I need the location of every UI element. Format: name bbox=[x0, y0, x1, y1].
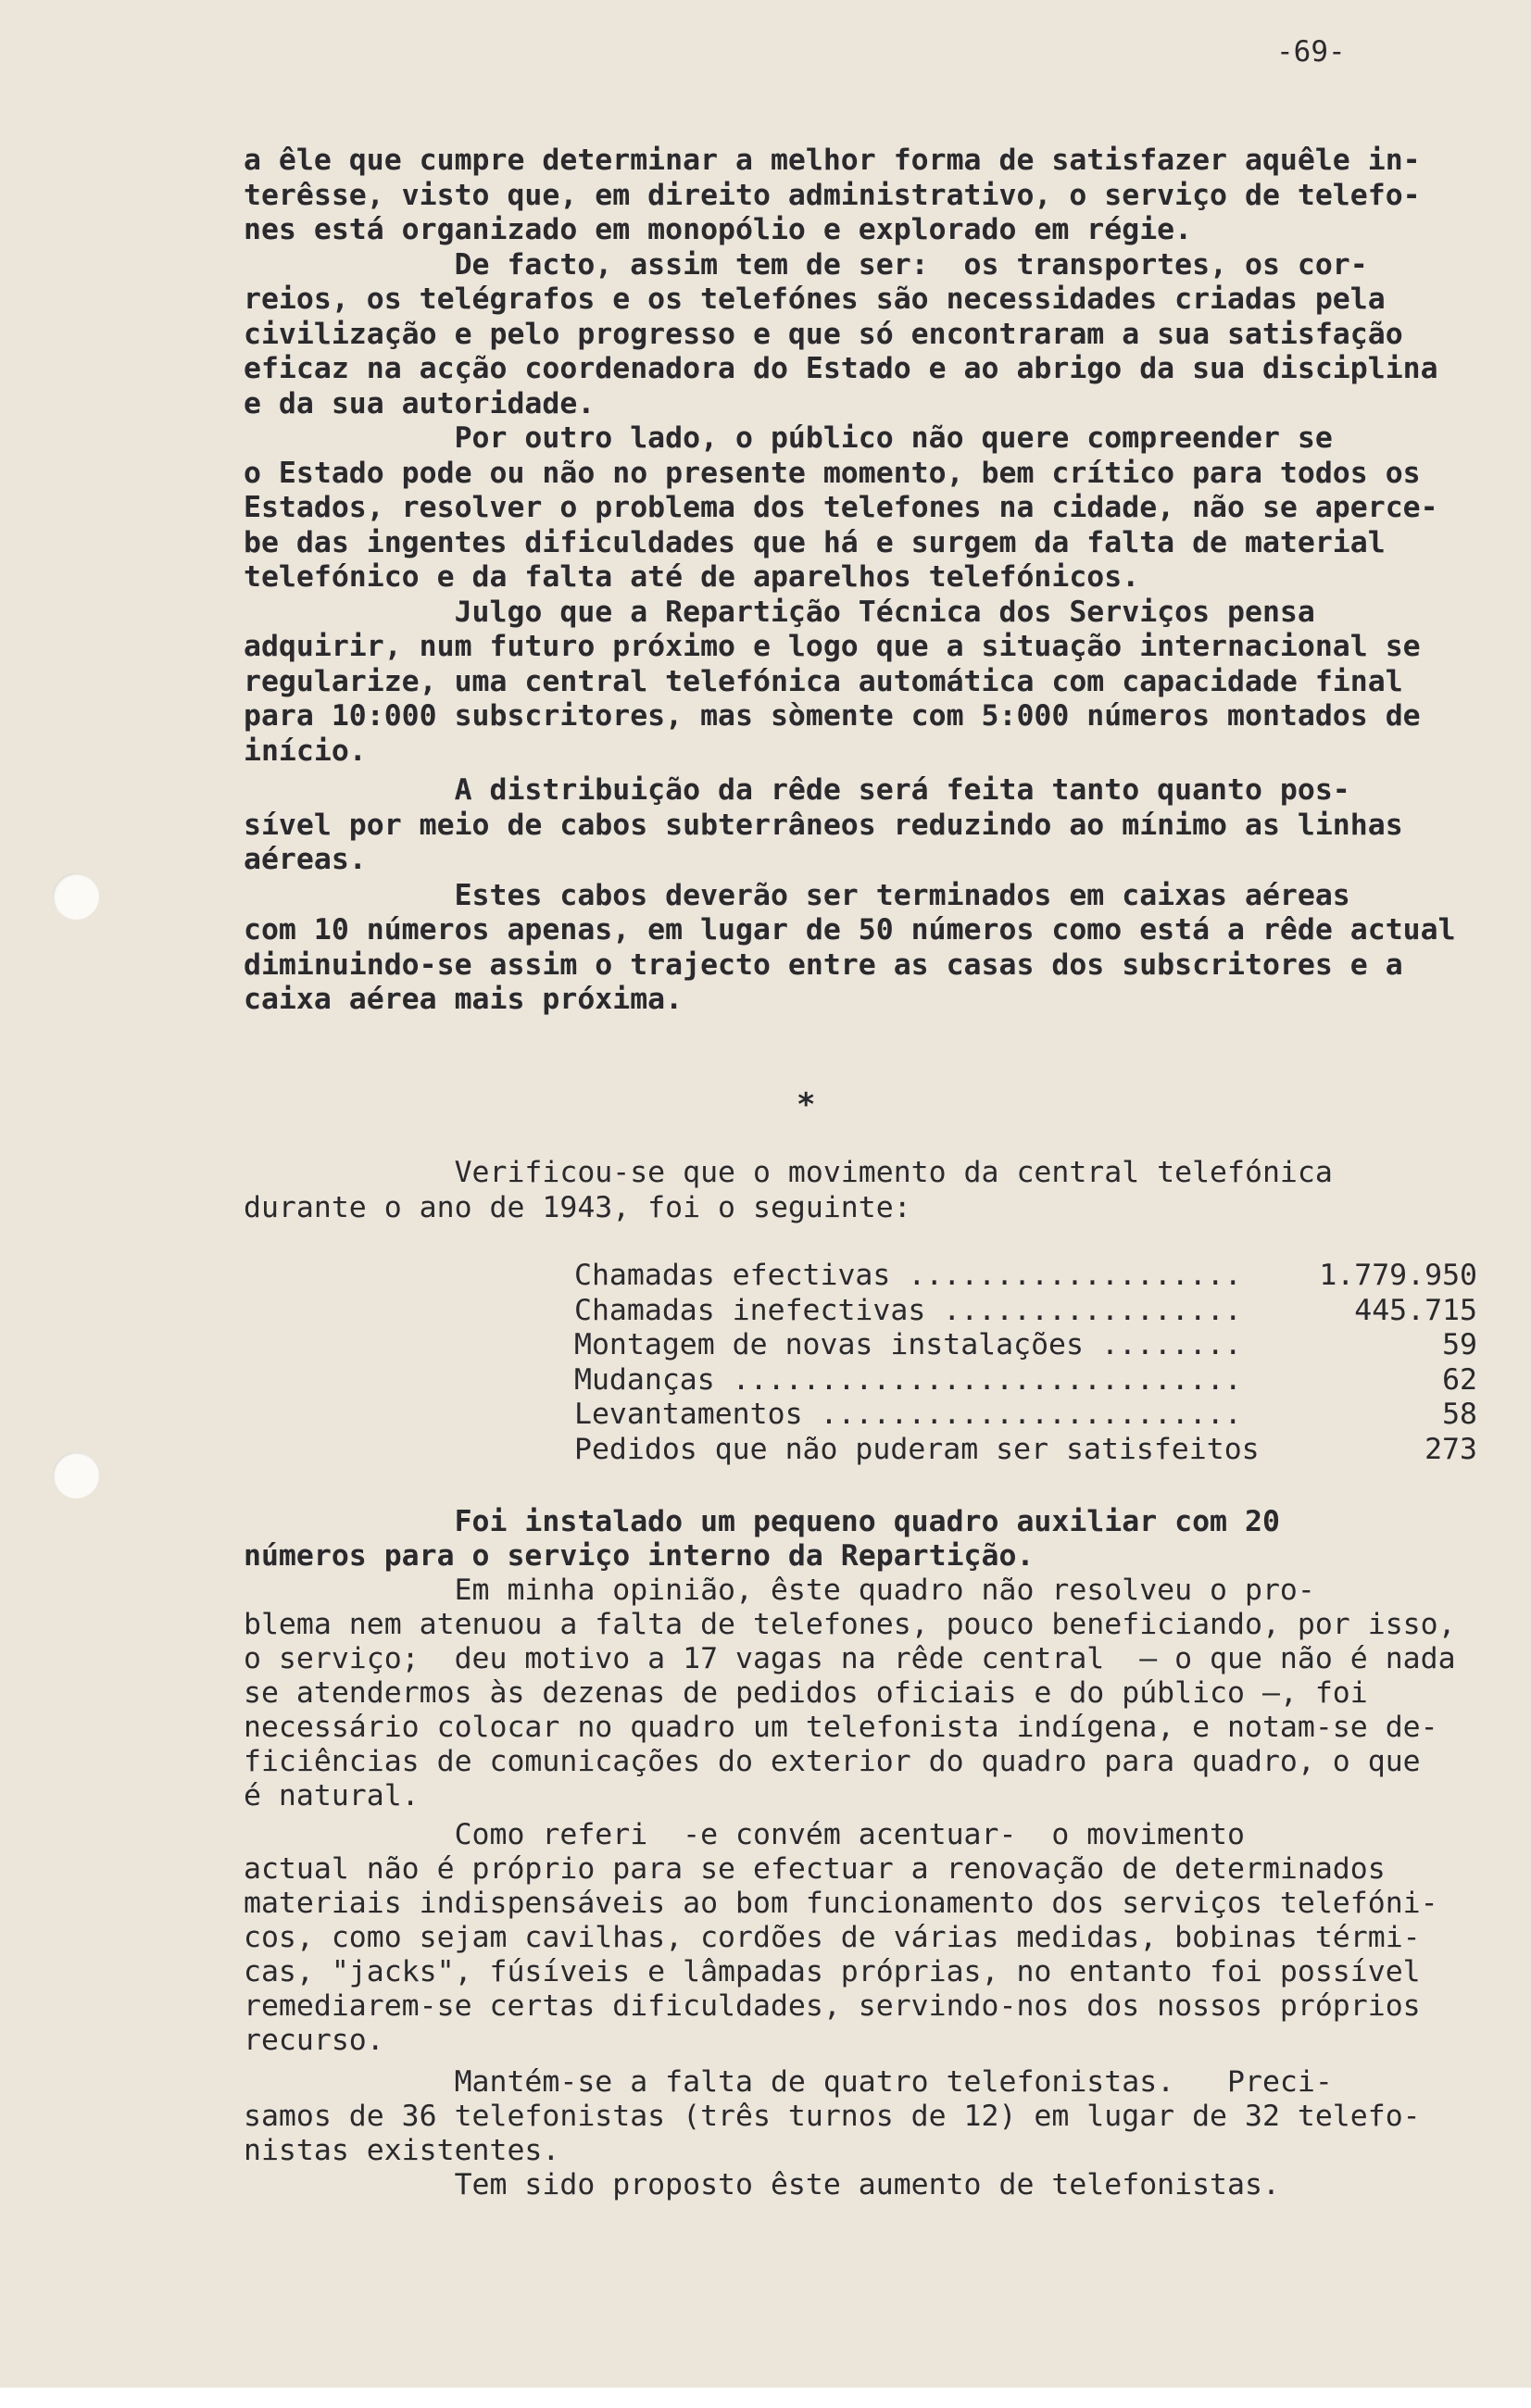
text-line: caixa aérea mais próxima. bbox=[244, 983, 684, 1016]
stat-value: 273 bbox=[1424, 1433, 1477, 1466]
text-line: e da sua autoridade. bbox=[244, 387, 596, 420]
text-line: Verificou-se que o movimento da central telefónica bbox=[244, 1156, 1333, 1189]
text-line: Como referi -e convém acentuar- o movimento bbox=[244, 1818, 1245, 1851]
text-line: o Estado pode ou não no presente momento, bem crítico para todos os bbox=[244, 457, 1421, 490]
page-number: -69- bbox=[1276, 35, 1346, 69]
text-line: actual não é próprio para se efectuar a renovação de determinados bbox=[244, 1852, 1386, 1886]
punch-hole bbox=[53, 873, 99, 920]
stat-label: Mudanças ............................. bbox=[574, 1363, 1242, 1397]
text-line: é natural. bbox=[244, 1779, 420, 1812]
text-line: blema nem atenuou a falta de telefones, pouco beneficiando, por isso, bbox=[244, 1608, 1456, 1641]
text-line: ficiências de comunicações do exterior do quadro para quadro, o que bbox=[244, 1745, 1421, 1778]
text-line: Foi instalado um pequeno quadro auxiliar com 20 bbox=[244, 1505, 1280, 1538]
text-line: aéreas. bbox=[244, 843, 367, 876]
text-line: samos de 36 telefonistas (três turnos de 12) em lugar de 32 telefo- bbox=[244, 2100, 1421, 2133]
text-line: cas, "jacks", fúsíveis e lâmpadas próprias, no entanto foi possível bbox=[244, 1955, 1421, 1988]
punch-hole bbox=[53, 1452, 99, 1499]
text-line: adquirir, num futuro próximo e logo que a situação internacional se bbox=[244, 630, 1421, 663]
text-line: nistas existentes. bbox=[244, 2134, 560, 2167]
text-line: terêsse, visto que, em direito administrativo, o serviço de telefo- bbox=[244, 179, 1421, 212]
text-line: cos, como sejam cavilhas, cordões de várias medidas, bobinas térmi- bbox=[244, 1921, 1421, 1954]
text-line: Estados, resolver o problema dos telefones na cidade, não se aperce- bbox=[244, 491, 1438, 524]
stat-value: 445.715 bbox=[1354, 1294, 1477, 1327]
text-line: civilização e pelo progresso e que só encontraram a sua satisfação bbox=[244, 318, 1403, 351]
text-line: eficaz na acção coordenadora do Estado e ao abrigo da sua disciplina bbox=[244, 352, 1438, 385]
stat-value: 58 bbox=[1442, 1398, 1477, 1431]
text-line: o serviço; deu motivo a 17 vagas na rêde central — o que não é nada bbox=[244, 1642, 1456, 1675]
stat-label: Pedidos que não puderam ser satisfeitos bbox=[574, 1433, 1260, 1466]
text-line: reios, os telégrafos e os telefónes são necessidades criadas pela bbox=[244, 282, 1386, 316]
text-line: Julgo que a Repartição Técnica dos Serviços pensa bbox=[244, 596, 1315, 629]
text-line: be das ingentes dificuldades que há e surgem da falta de material bbox=[244, 526, 1386, 559]
text-line: durante o ano de 1943, foi o seguinte: bbox=[244, 1191, 911, 1224]
text-line: com 10 números apenas, em lugar de 50 números como está a rêde actual bbox=[244, 913, 1456, 947]
stat-value: 62 bbox=[1442, 1363, 1477, 1397]
text-line: Em minha opinião, êste quadro não resolveu o pro- bbox=[244, 1574, 1315, 1607]
text-line: Mantém-se a falta de quatro telefonistas. Preci- bbox=[244, 2065, 1333, 2099]
text-line: diminuindo-se assim o trajecto entre as casas dos subscritores e a bbox=[244, 948, 1403, 982]
text-line: De facto, assim tem de ser: os transportes, os cor- bbox=[244, 248, 1368, 282]
stat-label: Chamadas inefectivas ................. bbox=[574, 1294, 1242, 1327]
text-line: nes está organizado em monopólio e explorado em régie. bbox=[244, 213, 1193, 246]
stat-label: Montagem de novas instalações ........ bbox=[574, 1328, 1242, 1361]
text-line: necessário colocar no quadro um telefonista indígena, e notam-se de- bbox=[244, 1711, 1438, 1744]
text-line: telefónico e da falta até de aparelhos telefónicos. bbox=[244, 560, 1140, 594]
text-line: recurso. bbox=[244, 2024, 384, 2057]
text-line: Por outro lado, o público não quere compreender se bbox=[244, 421, 1333, 455]
text-line: materiais indispensáveis ao bom funcionamento dos serviços telefóni- bbox=[244, 1887, 1438, 1920]
scan-border bbox=[0, 2388, 1531, 2408]
stat-label: Chamadas efectivas ................... bbox=[574, 1259, 1242, 1292]
stat-label: Levantamentos ........................ bbox=[574, 1398, 1242, 1431]
text-line: números para o serviço interno da Repartição. bbox=[244, 1539, 1035, 1573]
text-line: se atendermos às dezenas de pedidos oficiais e do público —, foi bbox=[244, 1676, 1368, 1710]
text-line: início. bbox=[244, 734, 367, 768]
stat-value: 59 bbox=[1442, 1328, 1477, 1361]
section-separator: * bbox=[797, 1086, 816, 1123]
text-line: remediarem-se certas dificuldades, servindo-nos dos nossos próprios bbox=[244, 1989, 1421, 2023]
text-line: regularize, uma central telefónica automática com capacidade final bbox=[244, 665, 1403, 698]
text-line: Estes cabos deverão ser terminados em caixas aéreas bbox=[244, 879, 1350, 912]
text-line: sível por meio de cabos subterrâneos reduzindo ao mínimo as linhas bbox=[244, 809, 1403, 842]
text-line: Tem sido proposto êste aumento de telefonistas. bbox=[244, 2168, 1280, 2201]
text-line: A distribuição da rêde será feita tanto quanto pos- bbox=[244, 773, 1350, 807]
text-line: a êle que cumpre determinar a melhor forma de satisfazer aquêle in- bbox=[244, 144, 1421, 177]
stat-value: 1.779.950 bbox=[1319, 1259, 1477, 1292]
text-line: para 10:000 subscritores, mas sòmente com 5:000 números montados de bbox=[244, 699, 1421, 733]
